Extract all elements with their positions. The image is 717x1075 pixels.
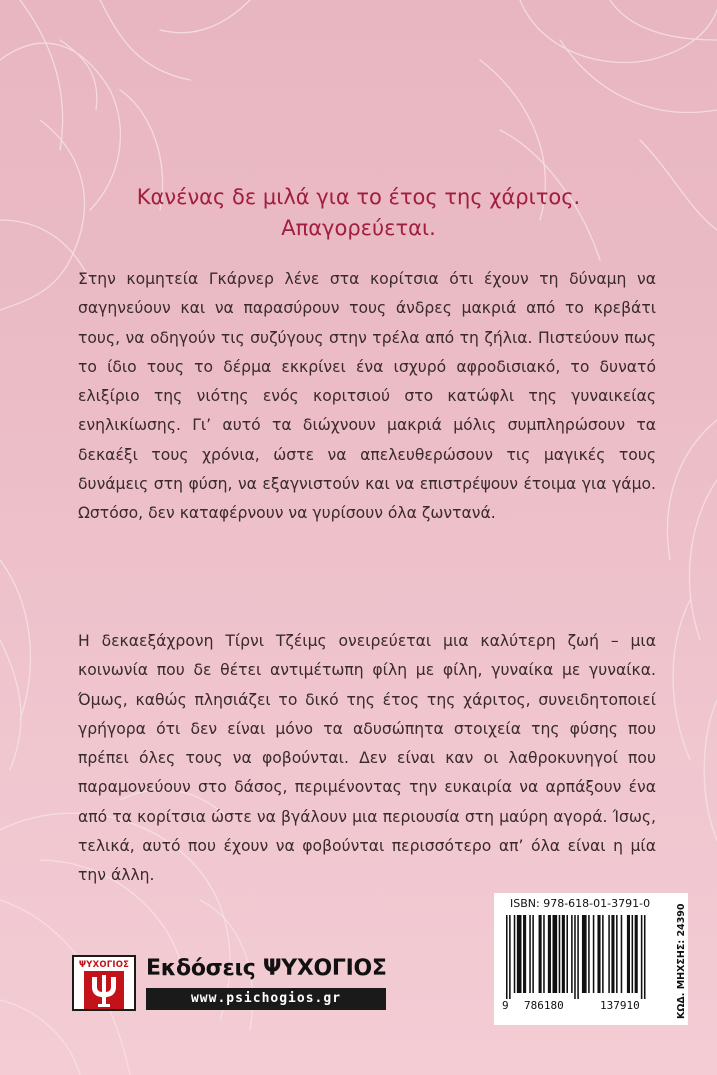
barcode-bar <box>616 915 618 993</box>
body-paragraph-1: Στην κομητεία Γκάρνερ λένε στα κορίτσια ότι έχουν τη δύναμη να σαγηνεύουν και να παρασύρουν τους άνδρες μακριά από το κρεβάτι τους, να οδηγούν τις συζύγους στην τρέλα από τη ζήλια. Πιστεύουν πως το ίδιο τους το δέρμα εκκρίνει ένα ισχυρό αφροδισιακό, το δυνατό ελιξίριο της νιότης ενός κοριτσιού στο κατώφλι της γυναικείας ενηλικίωσης. Γι’ αυτό τα διώχνουν μακριά μόλις συμπληρώσουν τα δεκαέξι τους χρόνια, ώστε να απελευθερώσουν τις μαγικές τους δυνάμεις στη φύση, να εξαγνιστούν και να επιστρέψουν έτοιμα για γάμο. Ωστόσο, δεν καταφέρνουν να γυρίσουν όλα ζωντανά. <box>78 270 656 523</box>
barcode-bar <box>593 915 595 993</box>
psi-icon <box>84 971 124 1009</box>
barcode-bar <box>597 915 600 993</box>
publisher-url: www.psichogios.gr <box>146 988 386 1010</box>
tagline <box>0 182 717 244</box>
barcode-bar <box>574 915 576 999</box>
isbn-label: ISBN: 978-618-01-3791-0 <box>510 897 651 910</box>
tagline-line-2: Απαγορεύεται. <box>281 216 436 240</box>
publisher-block <box>72 955 392 1011</box>
barcode-bar <box>632 915 634 993</box>
barcode-bar <box>509 915 511 999</box>
barcode-bar <box>559 915 561 993</box>
product-code <box>676 899 688 1019</box>
barcode-bar <box>602 915 604 993</box>
barcode-bar <box>566 915 568 993</box>
barcode-bar <box>577 915 579 999</box>
barcode-bar <box>539 915 542 993</box>
barcode-bar <box>514 915 516 993</box>
tagline-line-1: Κανένας δε μιλά για το έτος της χάριτος. <box>136 185 581 209</box>
barcode-bar <box>517 915 522 993</box>
barcode-bar <box>506 915 508 999</box>
barcode-bars <box>504 915 670 999</box>
body-paragraph-2: Η δεκαεξάχρονη Τίρνι Τζέιμς ονειρεύεται μια καλύτερη ζωή – μια κοινωνία που δε θέτει αντιμέτωπη φίλη με φίλη, γυναίκα με γυναίκα. Όμως, καθώς πλησιάζει το δικό της έτος της χάριτος, συνειδητοποιεί γρήγορα ότι δεν είναι μόνο τα αδυσώπητα στοιχεία της φύσης που πρέπει όλες τους να φοβούνται. Δεν είναι καν οι λαθροκυνηγοί που παραμονεύουν στο δάσος, περιμένοντας την ευκαιρία να αρπάξουν ένα από τα κορίτσια ώστε να βγάλουν μια περιουσία στη μαύρη αγορά. Ίσως, τελικά, αυτό που έχουν να φοβούνται περισσότερο απ’ όλα είναι η μία την άλλη. <box>78 632 656 885</box>
barcode-bar <box>608 915 610 993</box>
barcode-bar <box>627 915 630 993</box>
barcode-bar <box>532 915 534 993</box>
barcode-bar <box>611 915 614 993</box>
barcode-bar <box>621 915 623 993</box>
barcode-bar <box>644 915 646 999</box>
barcode-bar <box>571 915 573 993</box>
barcode-bar <box>543 915 545 993</box>
barcode-bar <box>548 915 551 993</box>
publisher-name: Εκδόσεις ΨΥΧΟΓΙΟΣ <box>146 956 387 981</box>
barcode-bar <box>582 915 587 993</box>
barcode-bar <box>641 915 643 999</box>
barcode-bar <box>523 915 526 993</box>
barcode-bar <box>635 915 638 993</box>
barcode-bar <box>529 915 531 993</box>
barcode-bar <box>562 915 565 993</box>
barcode-bar <box>553 915 558 993</box>
publisher-logo <box>72 955 136 1011</box>
barcode-digits-left: 786180 <box>524 999 564 1012</box>
barcode-bar <box>588 915 590 993</box>
publisher-logo-text: ΨΥΧΟΓΙΟΣ <box>78 960 130 970</box>
barcode-digit-first: 9 <box>502 999 509 1012</box>
barcode-panel <box>494 893 688 1025</box>
barcode-digits-right: 137910 <box>600 999 640 1012</box>
product-code-text: ΚΩΔ. ΜΗΧΣΗΣ: 24390 <box>676 903 687 1019</box>
